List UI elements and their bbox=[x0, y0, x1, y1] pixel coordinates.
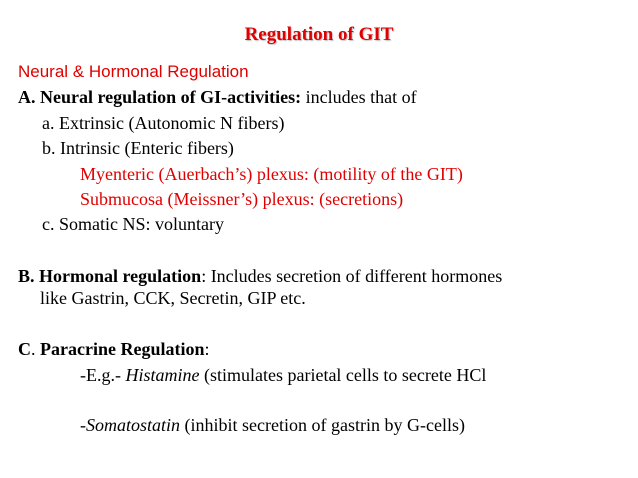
section-b-continuation: like Gastrin, CCK, Secretin, GIP etc. bbox=[40, 288, 306, 308]
section-c-heading: Paracrine Regulation bbox=[40, 339, 205, 359]
section-b-line bbox=[18, 265, 502, 287]
example1-prefix: -E.g.- bbox=[80, 365, 126, 385]
section-c-example-somatostatin bbox=[80, 414, 465, 436]
example1-term: Histamine bbox=[125, 365, 200, 385]
section-b-rest: : Includes secretion of different hormones bbox=[201, 266, 503, 286]
slide-title: Regulation of GIT bbox=[244, 24, 394, 45]
section-a-line bbox=[18, 86, 417, 108]
slide-subtitle: Neural & Hormonal Regulation bbox=[18, 62, 249, 81]
example1-rest: (stimulates parietal cells to secrete HCl bbox=[199, 365, 487, 385]
example2-prefix: - bbox=[80, 415, 86, 435]
section-a-item-b: b. Intrinsic (Enteric fibers) bbox=[42, 138, 234, 158]
section-a-item-b-sub1: Myenteric (Auerbach’s) plexus: (motility of the GIT) bbox=[80, 164, 463, 184]
section-a-rest: includes that of bbox=[301, 87, 417, 107]
section-a-heading: A. Neural regulation of GI-activities: bbox=[18, 87, 302, 107]
section-a-item-b-sub2: Submucosa (Meissner’s) plexus: (secretions) bbox=[80, 189, 404, 209]
section-c-dot: . bbox=[31, 339, 40, 359]
section-a-item-c: c. Somatic NS: voluntary bbox=[42, 214, 224, 234]
section-c-line bbox=[18, 338, 210, 360]
section-c-example-histamine bbox=[80, 364, 486, 386]
section-b-heading: B. Hormonal regulation bbox=[18, 266, 202, 286]
example2-rest: (inhibit secretion of gastrin by G-cells) bbox=[180, 415, 465, 435]
example2-term: Somatostatin bbox=[86, 415, 181, 435]
section-a-item-a: a. Extrinsic (Autonomic N fibers) bbox=[42, 113, 285, 133]
section-c-colon: : bbox=[204, 339, 210, 359]
section-c-letter: C bbox=[18, 339, 31, 359]
